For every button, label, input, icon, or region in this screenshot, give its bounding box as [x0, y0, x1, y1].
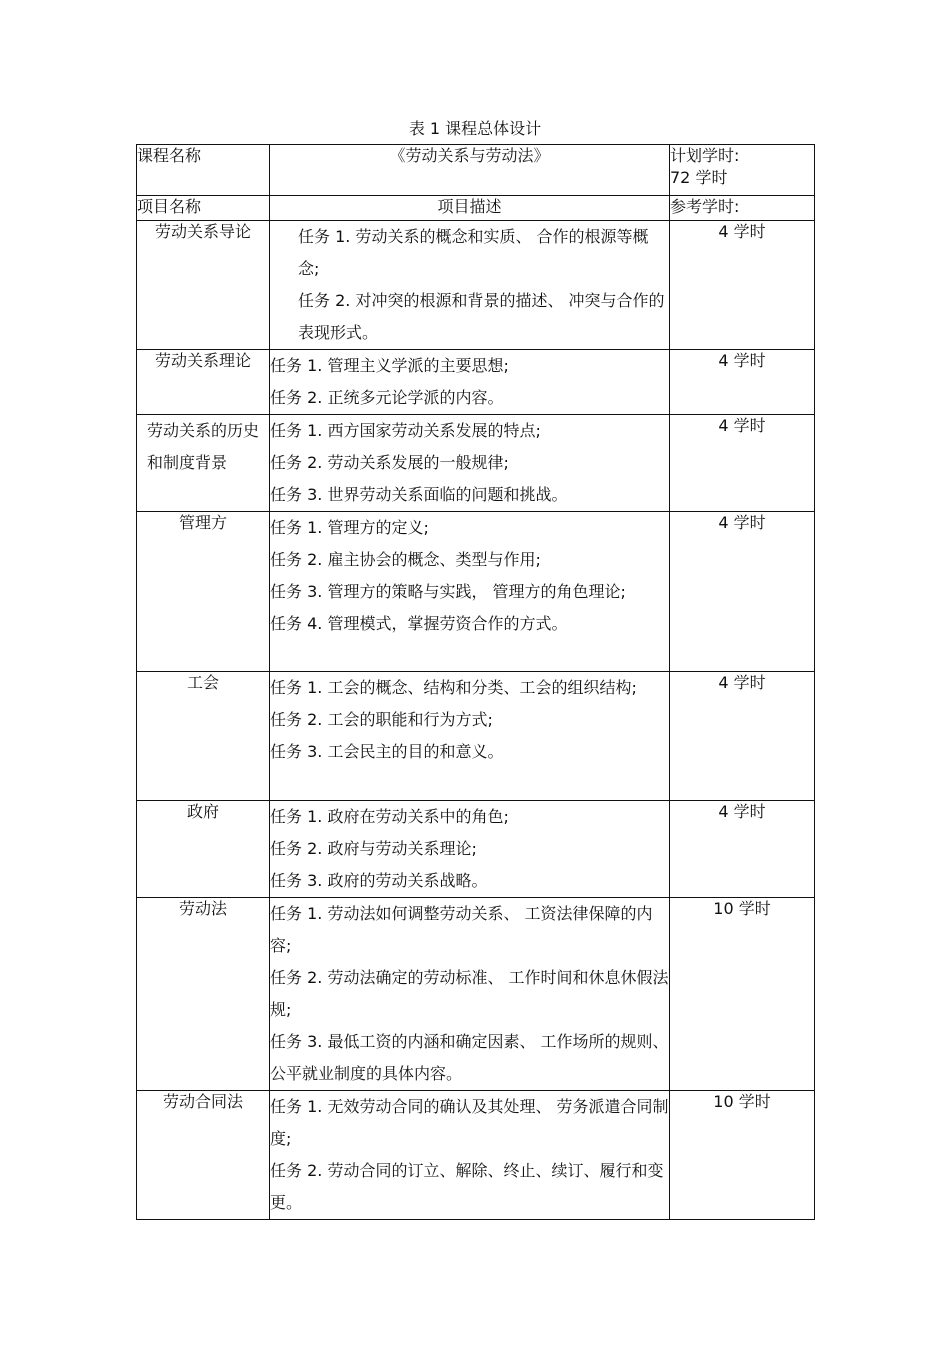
plan-hours-cell [670, 145, 815, 196]
plan-hours-value: 72 学时 [670, 168, 728, 187]
project-description [270, 221, 670, 350]
task-item: 任务 2. 工会的职能和行为方式; [270, 710, 493, 729]
project-name: 劳动关系的历史和制度背景 [137, 415, 270, 512]
project-description-label: 项目描述 [270, 196, 670, 221]
project-name: 劳动关系导论 [137, 221, 270, 350]
project-name: 政府 [137, 801, 270, 898]
task-item: 任务 2. 正统多元论学派的内容。 [270, 388, 504, 407]
reference-hours-label: 参考学时: [670, 196, 815, 221]
table-row [137, 415, 815, 512]
task-item: 任务 1. 劳动法如何调整劳动关系、 工资法律保障的内容; [270, 904, 653, 955]
task-item: 任务 1. 劳动关系的概念和实质、 合作的根源等概念; [298, 227, 649, 278]
project-description [270, 1091, 670, 1220]
task-item: 任务 3. 最低工资的内涵和确定因素、 工作场所的规则、公平就业制度的具体内容。 [270, 1032, 669, 1083]
project-name: 劳动合同法 [137, 1091, 270, 1220]
header-row-project [137, 196, 815, 221]
project-description [270, 672, 670, 801]
project-hours: 4 学时 [670, 672, 815, 801]
table-row [137, 221, 815, 350]
project-name-label: 项目名称 [137, 196, 270, 221]
task-item: 任务 2. 政府与劳动关系理论; [270, 839, 477, 858]
task-item: 任务 1. 工会的概念、结构和分类、工会的组织结构; [270, 678, 637, 697]
project-hours: 10 学时 [670, 1091, 815, 1220]
course-design-table [136, 144, 815, 1220]
table-row [137, 672, 815, 801]
task-item: 任务 2. 劳动关系发展的一般规律; [270, 453, 509, 472]
project-hours: 4 学时 [670, 801, 815, 898]
header-row-course [137, 145, 815, 196]
task-item: 任务 3. 工会民主的目的和意义。 [270, 742, 504, 761]
table-caption: 表 1 课程总体设计 [408, 119, 542, 138]
table-row [137, 350, 815, 415]
task-item: 任务 2. 劳动合同的订立、解除、终止、续订、履行和变更。 [270, 1161, 664, 1212]
task-item: 任务 3. 政府的劳动关系战略。 [270, 871, 488, 890]
project-name: 工会 [137, 672, 270, 801]
project-description [270, 415, 670, 512]
project-name: 管理方 [137, 512, 270, 672]
task-item: 任务 1. 政府在劳动关系中的角色; [270, 807, 509, 826]
project-name: 劳动关系理论 [137, 350, 270, 415]
project-description [270, 350, 670, 415]
task-item: 任务 2. 雇主协会的概念、类型与作用; [270, 550, 541, 569]
table-row [137, 512, 815, 672]
project-hours: 4 学时 [670, 512, 815, 672]
project-description [270, 898, 670, 1091]
task-item: 任务 1. 管理主义学派的主要思想; [270, 356, 509, 375]
plan-hours-label: 计划学时: [670, 146, 740, 165]
project-hours: 4 学时 [670, 221, 815, 350]
task-item: 任务 2. 劳动法确定的劳动标准、 工作时间和休息休假法规; [270, 968, 669, 1019]
task-item: 任务 3. 管理方的策略与实践， 管理方的角色理论; [270, 582, 626, 601]
project-description [270, 801, 670, 898]
task-item: 任务 1. 无效劳动合同的确认及其处理、 劳务派遣合同制度; [270, 1097, 669, 1148]
project-hours: 10 学时 [670, 898, 815, 1091]
course-name-label: 课程名称 [137, 145, 270, 196]
project-hours: 4 学时 [670, 350, 815, 415]
task-item: 任务 2. 对冲突的根源和背景的描述、 冲突与合作的表现形式。 [298, 291, 665, 342]
project-hours: 4 学时 [670, 415, 815, 512]
project-description [270, 512, 670, 672]
table-row [137, 1091, 815, 1220]
course-title: 《劳动关系与劳动法》 [270, 145, 670, 196]
table-row [137, 801, 815, 898]
task-item: 任务 4. 管理模式，掌握劳资合作的方式。 [270, 614, 568, 633]
project-name: 劳动法 [137, 898, 270, 1091]
task-item: 任务 3. 世界劳动关系面临的问题和挑战。 [270, 485, 568, 504]
task-item: 任务 1. 西方国家劳动关系发展的特点; [270, 421, 541, 440]
task-item: 任务 1. 管理方的定义; [270, 518, 429, 537]
table-row [137, 898, 815, 1091]
